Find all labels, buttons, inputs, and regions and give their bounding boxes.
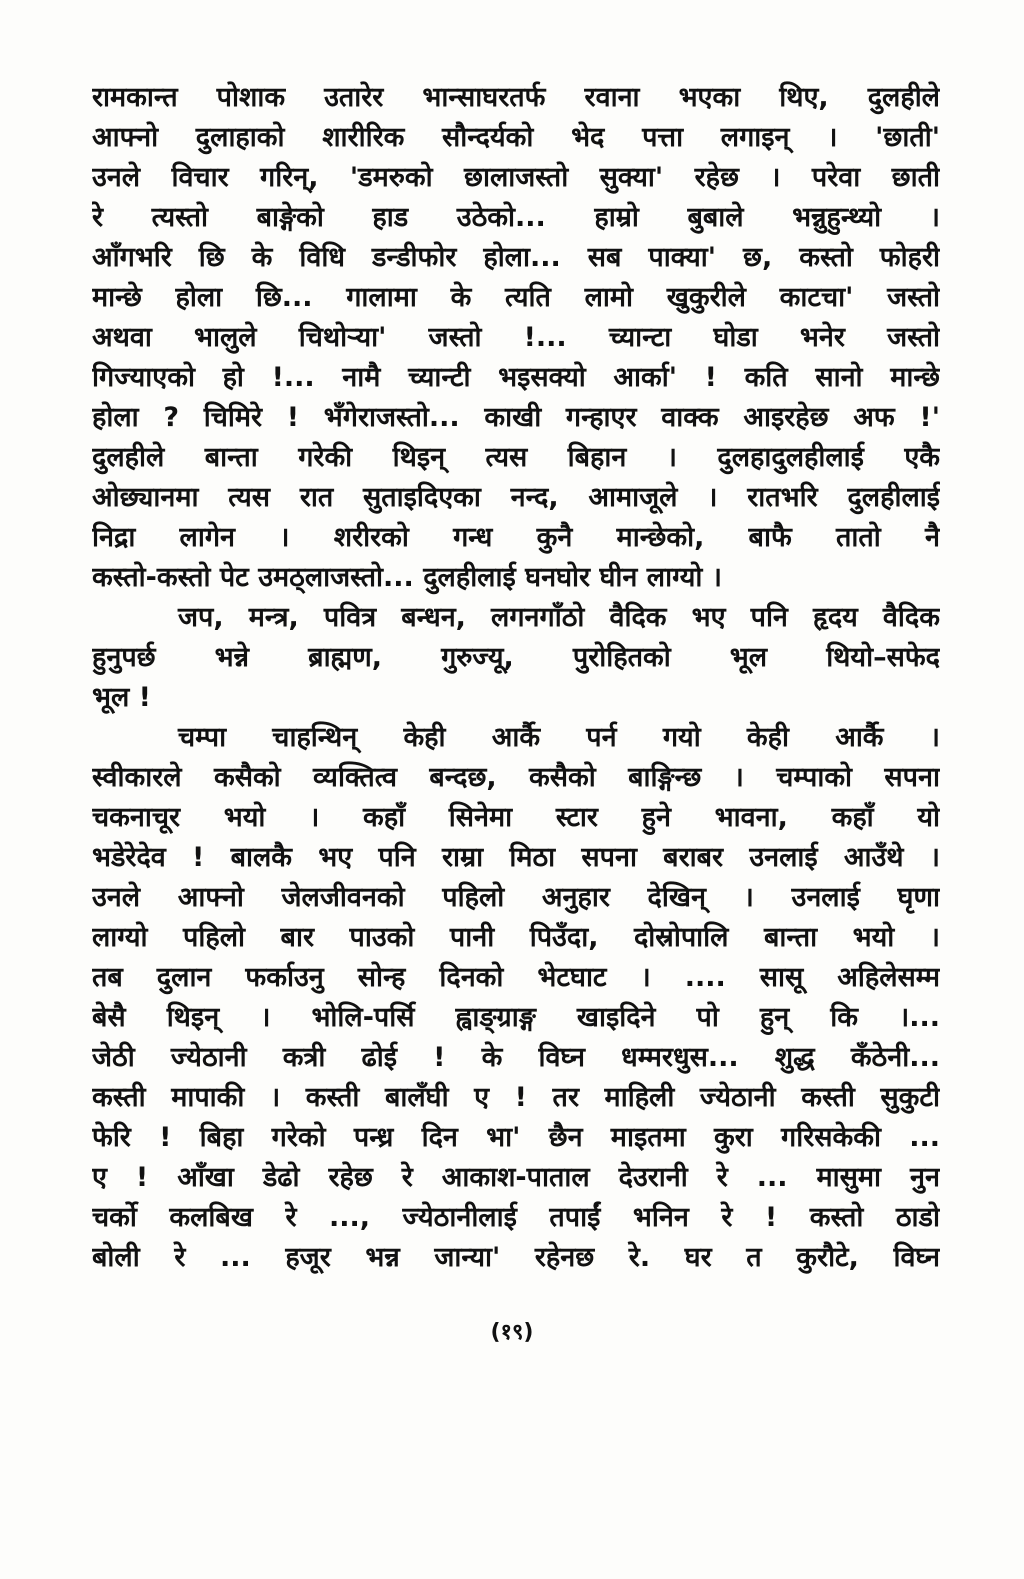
text-line: ए ! आँखा डेढो रहेछ रे आकाश-पाताल देउरानी रे ... मासुमा नुन [92, 1162, 940, 1193]
text-line: हुनुपर्छ भन्ने ब्राह्मण, गुरुज्यू, पुरोहितको भूल थियो–सफेद [92, 642, 940, 673]
page-number: (१९) [490, 1320, 534, 1345]
text-line: आँगभरि छि के विधि डन्डीफोर होला... सब पाक्या' छ, कस्तो फोहरी [92, 242, 940, 273]
text-line: उनले विचार गरिन्, 'डमरुको छालाजस्तो सुक्या' रहेछ । परेवा छाती [92, 162, 940, 193]
paragraph-start-line: चम्पा चाहन्थिन् केही आर्कै पर्न गयो केही आर्कै । [178, 722, 940, 753]
text-line: बोली रे ... हजूर भन्न जान्या' रहेनछ रे. घर त कुरौटे, विघ्न [92, 1242, 940, 1273]
text-line: स्वीकारले कसैको व्यक्तित्व बन्दछ, कसैको बाङ्गिन्छ । चम्पाको सपना [92, 762, 940, 793]
text-line: होला ? चिमिरे ! भँगेराजस्तो... काखी गन्हाएर वाक्क आइरहेछ अफ !' [92, 402, 940, 433]
text-line: रामकान्त पोशाक उतारेर भान्साघरतर्फ रवाना भएका थिए, दुलहीले [92, 82, 940, 113]
text-line: आफ्नो दुलाहाको शारीरिक सौन्दर्यको भेद पत्ता लगाइन् । 'छाती' [92, 122, 940, 153]
text-line: गिज्याएको हो !... नामै च्यान्टी भइसक्यो आर्का' ! कति सानो मान्छे [92, 362, 940, 393]
text-line: बेसै थिइन् । भोलि-पर्सि ह्वाङ्ग्राङ्ग खाइदिने पो हुन् कि ।... [92, 1002, 940, 1033]
paragraph-end-line: भूल ! [92, 682, 152, 713]
text-line: मान्छे होला छि... गालामा के त्यति लामो खुकुरीले काटचा' जस्तो [92, 282, 940, 313]
text-line: अथवा भालुले चिथोऱ्या' जस्तो !... च्यान्टा घोडा भनेर जस्तो [92, 322, 940, 353]
text-line: फेरि ! बिहा गरेको पन्ध्र दिन भा' छैन माइतमा कुरा गरिसकेकी ... [92, 1122, 940, 1153]
text-line: चर्को कलबिख रे ..., ज्येठानीलाई तपाईं भनिन रे ! कस्तो ठाडो [92, 1202, 940, 1233]
text-line: रे त्यस्तो बाङ्गेको हाड उठेको... हाम्रो बुबाले भन्नुहुन्थ्यो । [92, 202, 940, 233]
paragraph-start-line: जप, मन्त्र, पवित्र बन्धन, लगनगाँठो वैदिक भए पनि हृदय वैदिक [178, 602, 940, 633]
text-line: जेठी ज्येठानी कत्री ढोई ! के विघ्न धम्मरधुस... शुद्ध कँठेनी... [92, 1042, 940, 1073]
text-line: ओछ्यानमा त्यस रात सुताइदिएका नन्द, आमाजूले । रातभरि दुलहीलाई [92, 482, 940, 513]
body-text [92, 78, 940, 1278]
text-line: निद्रा लागेन । शरीरको गन्ध कुनै मान्छेको, बाफै तातो नै [92, 522, 940, 553]
text-line: कस्ती मापाकी । कस्ती बालँघी ए ! तर माहिली ज्येठानी कस्ती सुकुटी [92, 1082, 940, 1113]
text-line: लाग्यो पहिलो बार पाउको पानी पिउँदा, दोस्रोपालि बान्ता भयो । [92, 922, 940, 953]
text-line: कस्तो-कस्तो पेट उमठ्लाजस्तो... दुलहीलाई घनघोर घीन लाग्यो । [92, 562, 722, 593]
text-line: भडेरेदेव ! बालकै भए पनि राम्रा मिठा सपना बराबर उनलाई आउँथे । [92, 842, 940, 873]
text-line: दुलहीले बान्ता गरेकी थिइन् त्यस बिहान । दुलहादुलहीलाई एकै [92, 442, 940, 473]
text-line: तब दुलान फर्काउनु सोन्ह दिनको भेटघाट । .... सासू अहिलेसम्म [92, 962, 940, 993]
text-line: चकनाचूर भयो । कहाँ सिनेमा स्टार हुने भावना, कहाँ यो [92, 802, 940, 833]
text-line: उनले आफ्नो जेलजीवनको पहिलो अनुहार देखिन् । उनलाई घृणा [92, 882, 940, 913]
